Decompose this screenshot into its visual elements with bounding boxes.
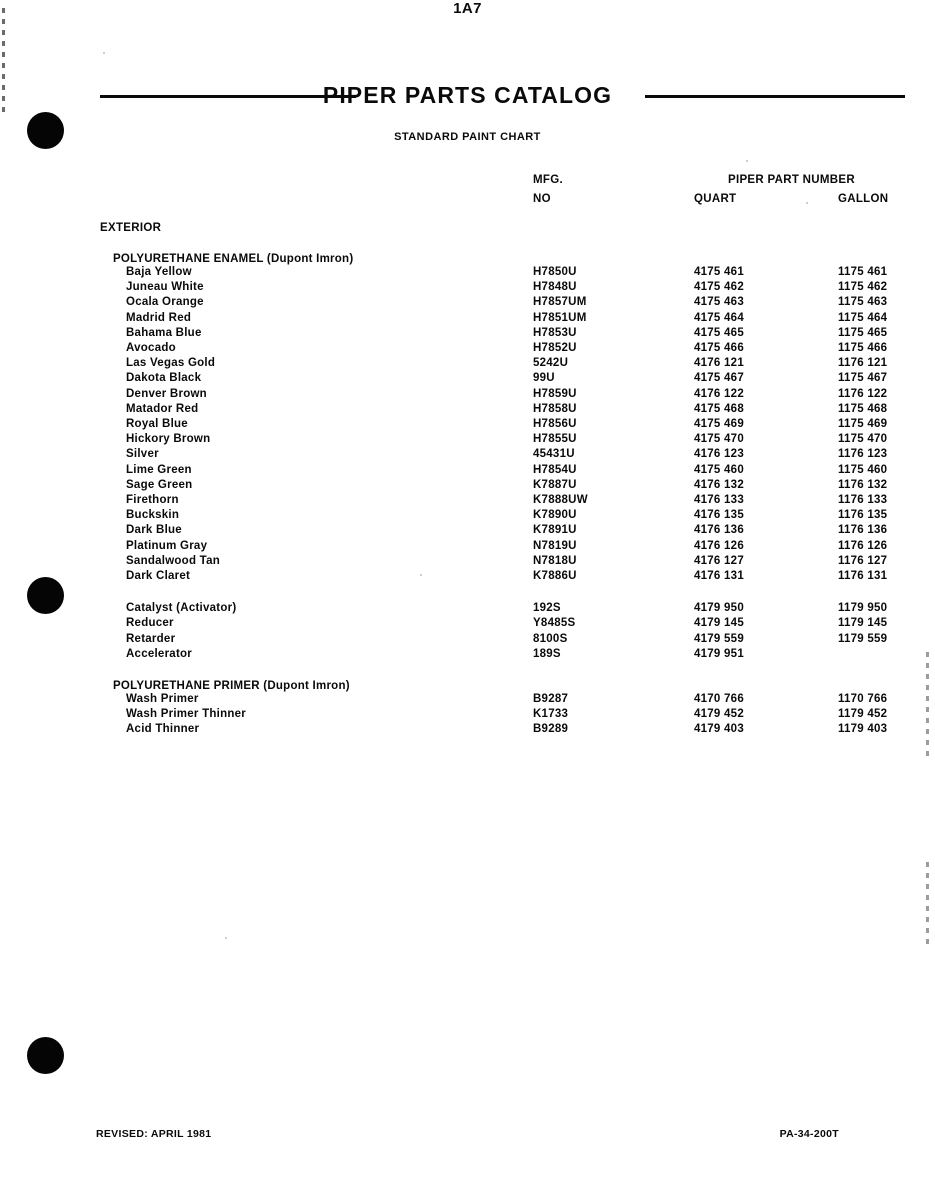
gallon-part-number-cell: 1175 465	[838, 326, 888, 339]
paint-name-cell: Accelerator	[126, 647, 193, 660]
mfg-number-cell: H7858U	[533, 402, 577, 415]
mfg-number-cell: B9287	[533, 693, 569, 705]
scan-edge-artifact-right-lower	[926, 862, 929, 950]
mfg-number-cell: 192S	[533, 602, 561, 615]
gallon-part-number-cell: 1176 133	[838, 494, 888, 506]
table-row	[0, 327, 935, 342]
paint-name-cell: Buckskin	[126, 509, 180, 522]
gallon-part-number-cell: 1175 468	[838, 402, 888, 415]
scan-speck	[746, 160, 748, 162]
mfg-number-cell: K7888UW	[533, 494, 588, 506]
mfg-number-cell: 99U	[533, 372, 555, 385]
quart-part-number-cell: 4179 403	[694, 723, 744, 736]
gallon-part-number-cell: 1176 123	[838, 448, 888, 461]
paint-name-cell: Denver Brown	[126, 387, 207, 400]
mfg-number-cell: H7848U	[533, 281, 577, 294]
gallon-part-number-cell: 1179 559	[838, 632, 888, 645]
quart-part-number-cell: 4175 461	[694, 266, 744, 278]
mfg-number-cell: B9289	[533, 723, 569, 736]
paint-name-cell: Silver	[126, 448, 159, 461]
table-row	[0, 372, 935, 387]
gallon-part-number-cell: 1176 121	[838, 357, 888, 370]
scan-speck	[225, 937, 227, 939]
gallon-part-number-cell: 1175 462	[838, 281, 888, 294]
table-row	[0, 479, 935, 494]
table-row	[0, 357, 935, 372]
catalog-title: PIPER PARTS CATALOG	[322, 82, 613, 108]
gallon-part-number-cell: 1175 460	[838, 463, 888, 476]
paint-name-cell: Bahama Blue	[126, 326, 202, 339]
quart-part-number-cell: 4175 464	[694, 311, 744, 324]
table-row	[0, 602, 935, 617]
mfg-number-cell: 5242U	[533, 357, 569, 370]
table-row	[0, 708, 935, 723]
revision-note: REVISED: APRIL 1981	[96, 1128, 212, 1140]
quart-part-number-cell: 4176 132	[694, 478, 744, 491]
quart-part-number-cell: 4175 468	[694, 402, 744, 415]
group-title: POLYURETHANE ENAMEL (Dupont Imron)	[113, 253, 354, 265]
table-row	[0, 388, 935, 403]
gallon-part-number-cell: 1175 467	[838, 372, 888, 385]
column-header-gallon: GALLON	[838, 193, 889, 205]
table-row	[0, 570, 935, 585]
table-row	[0, 540, 935, 555]
column-header-mfg-line2: NO	[533, 193, 551, 205]
mfg-number-cell: K7886U	[533, 570, 577, 582]
table-row	[0, 281, 935, 296]
table-row	[0, 494, 935, 509]
quart-part-number-cell: 4176 121	[694, 357, 744, 370]
gallon-part-number-cell: 1179 145	[838, 617, 888, 630]
quart-part-number-cell: 4175 463	[694, 296, 744, 309]
paint-name-cell: Sage Green	[126, 478, 193, 491]
table-row	[0, 633, 935, 648]
scan-speck	[806, 202, 808, 204]
gallon-part-number-cell: 1176 126	[838, 539, 888, 552]
paint-name-cell: Matador Red	[126, 402, 199, 415]
gallon-part-number-cell: 1175 466	[838, 342, 888, 354]
table-row	[0, 555, 935, 570]
quart-part-number-cell: 4175 466	[694, 342, 744, 354]
quart-part-number-cell: 4176 131	[694, 570, 744, 582]
paint-name-cell: Catalyst (Activator)	[126, 602, 237, 615]
gallon-part-number-cell: 1179 950	[838, 602, 888, 615]
masthead	[0, 82, 935, 112]
gallon-part-number-cell: 1175 469	[838, 418, 888, 430]
mfg-number-cell: 8100S	[533, 632, 568, 645]
mfg-number-cell: H7854U	[533, 463, 577, 476]
mfg-number-cell: H7851UM	[533, 311, 587, 324]
paint-name-cell: Platinum Gray	[126, 539, 208, 552]
quart-part-number-cell: 4176 123	[694, 448, 744, 461]
mfg-number-cell: H7852U	[533, 342, 577, 354]
gallon-part-number-cell: 1176 136	[838, 524, 888, 537]
mfg-number-cell: N7818U	[533, 554, 577, 567]
mfg-number-cell: Y8485S	[533, 617, 576, 630]
gallon-part-number-cell: 1175 461	[838, 266, 888, 278]
gallon-part-number-cell: 1176 127	[838, 554, 888, 567]
paint-name-cell: Firethorn	[126, 494, 179, 506]
table-row	[0, 342, 935, 357]
column-header-mfg-line1: MFG.	[533, 174, 563, 186]
quart-part-number-cell: 4170 766	[694, 693, 744, 705]
quart-part-number-cell: 4179 951	[694, 647, 744, 660]
gallon-part-number-cell: 1170 766	[838, 693, 888, 705]
quart-part-number-cell: 4176 127	[694, 554, 744, 567]
quart-part-number-cell: 4179 950	[694, 602, 744, 615]
gallon-part-number-cell: 1175 464	[838, 311, 888, 324]
paint-name-cell: Lime Green	[126, 463, 192, 476]
gallon-part-number-cell: 1176 122	[838, 387, 888, 400]
mfg-number-cell: 45431U	[533, 448, 575, 461]
paint-name-cell: Las Vegas Gold	[126, 357, 216, 370]
column-header-quart: QUART	[694, 193, 737, 205]
gallon-part-number-cell: 1175 463	[838, 296, 888, 309]
mfg-number-cell: K7887U	[533, 478, 577, 491]
section-label-exterior: EXTERIOR	[100, 222, 162, 234]
mfg-number-cell: H7856U	[533, 418, 577, 430]
table-row	[0, 418, 935, 433]
binder-hole-punch	[27, 1037, 64, 1074]
quart-part-number-cell: 4179 145	[694, 617, 744, 630]
gallon-part-number-cell: 1179 452	[838, 708, 888, 721]
table-row	[0, 448, 935, 463]
quart-part-number-cell: 4176 136	[694, 524, 744, 537]
document-code: PA-34-200T	[779, 1128, 839, 1140]
table-row	[0, 403, 935, 418]
table-row	[0, 312, 935, 327]
table-row	[0, 433, 935, 448]
paint-name-cell: Acid Thinner	[126, 723, 200, 736]
quart-part-number-cell: 4175 469	[694, 418, 744, 430]
quart-part-number-cell: 4175 462	[694, 281, 744, 294]
table-row	[0, 464, 935, 479]
paint-name-cell: Baja Yellow	[126, 266, 192, 278]
quart-part-number-cell: 4176 126	[694, 539, 744, 552]
quart-part-number-cell: 4175 470	[694, 433, 744, 446]
group-title: POLYURETHANE PRIMER (Dupont Imron)	[113, 680, 350, 692]
paint-name-cell: Wash Primer Thinner	[126, 708, 246, 721]
paint-name-cell: Hickory Brown	[126, 433, 211, 446]
paint-name-cell: Dakota Black	[126, 372, 202, 385]
paint-name-cell: Royal Blue	[126, 418, 188, 430]
table-row	[0, 723, 935, 738]
mfg-number-cell: K7890U	[533, 509, 577, 522]
quart-part-number-cell: 4176 133	[694, 494, 744, 506]
paint-name-cell: Sandalwood Tan	[126, 554, 221, 567]
gallon-part-number-cell: 1175 470	[838, 433, 888, 446]
gallon-part-number-cell: 1176 135	[838, 509, 888, 522]
quart-part-number-cell: 4175 467	[694, 372, 744, 385]
paint-name-cell: Reducer	[126, 617, 174, 630]
scan-speck	[103, 52, 105, 54]
mfg-number-cell: H7850U	[533, 266, 577, 278]
mfg-number-cell: N7819U	[533, 539, 577, 552]
quart-part-number-cell: 4176 122	[694, 387, 744, 400]
table-row	[0, 693, 935, 708]
mfg-number-cell: 189S	[533, 647, 561, 660]
quart-part-number-cell: 4175 465	[694, 326, 744, 339]
quart-part-number-cell: 4179 452	[694, 708, 744, 721]
table-row	[0, 296, 935, 311]
gallon-part-number-cell: 1179 403	[838, 723, 888, 736]
paint-name-cell: Wash Primer	[126, 693, 199, 705]
table-row	[0, 509, 935, 524]
paint-name-cell: Dark Claret	[126, 570, 191, 582]
table-row	[0, 617, 935, 632]
paint-name-cell: Ocala Orange	[126, 296, 204, 309]
mfg-number-cell: H7855U	[533, 433, 577, 446]
mfg-number-cell: H7857UM	[533, 296, 587, 309]
table-row	[0, 648, 935, 663]
mfg-number-cell: K1733	[533, 708, 569, 721]
paint-name-cell: Juneau White	[126, 281, 204, 294]
table-row	[0, 266, 935, 281]
page-subtitle: STANDARD PAINT CHART	[394, 131, 541, 143]
mfg-number-cell: K7891U	[533, 524, 577, 537]
mfg-number-cell: H7859U	[533, 387, 577, 400]
paint-name-cell: Madrid Red	[126, 311, 192, 324]
table-row	[0, 524, 935, 539]
paint-name-cell: Dark Blue	[126, 524, 182, 537]
paint-name-cell: Retarder	[126, 632, 176, 645]
gallon-part-number-cell: 1176 132	[838, 478, 888, 491]
quart-part-number-cell: 4176 135	[694, 509, 744, 522]
page-number: 1A7	[453, 0, 482, 17]
quart-part-number-cell: 4179 559	[694, 632, 744, 645]
gallon-part-number-cell: 1176 131	[838, 570, 888, 582]
column-header-piper-part-number: PIPER PART NUMBER	[728, 174, 855, 186]
paint-name-cell: Avocado	[126, 342, 176, 354]
quart-part-number-cell: 4175 460	[694, 463, 744, 476]
mfg-number-cell: H7853U	[533, 326, 577, 339]
